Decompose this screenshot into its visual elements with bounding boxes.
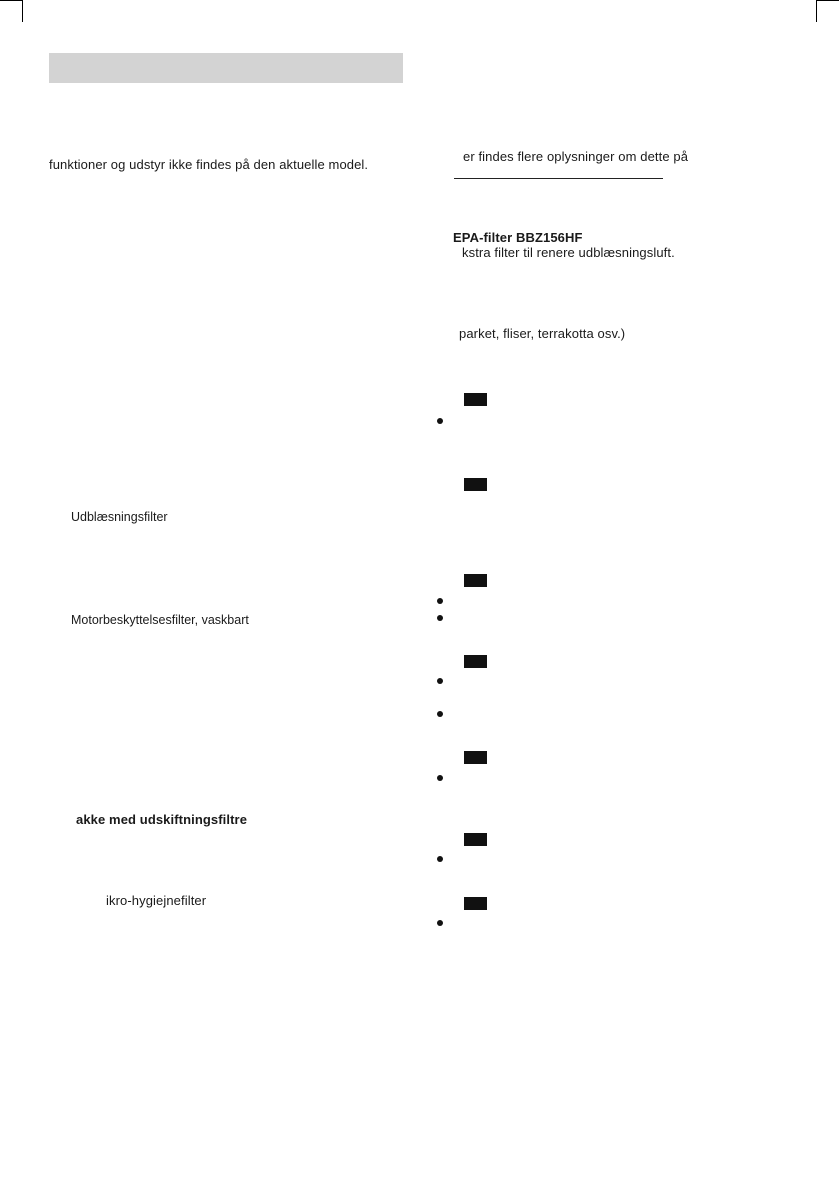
epa-filter-heading: EPA-filter BBZ156HF [453,230,583,245]
bullet-dot [437,598,443,604]
list-item-motor-filter: Motorbeskyttelsesfilter, vaskbart [71,613,249,627]
bullet-dot [437,856,443,862]
crop-mark-top-left [0,0,22,1]
marker-box [464,833,487,846]
section-header-bar [49,53,403,83]
list-item-exhaust-filter: Udblæsningsfilter [71,510,168,524]
crop-mark-top-left-vertical [22,0,23,22]
crop-mark-top-right [817,0,839,1]
marker-box [464,574,487,587]
marker-box [464,751,487,764]
bullet-dot [437,615,443,621]
bullet-dot [437,418,443,424]
crop-mark-top-right-vertical [816,0,817,22]
epa-filter-description: kstra filter til renere udblæsningsluft. [462,245,675,260]
bullet-dot [437,775,443,781]
bullet-dot [437,678,443,684]
bullet-dot [437,920,443,926]
intro-text: funktioner og udstyr ikke findes på den aktuelle model. [49,157,369,172]
pack-heading: akke med udskiftningsfiltre [76,812,248,827]
marker-box [464,897,487,910]
more-info-text: er findes flere oplysninger om dette på [463,149,689,164]
marker-box [464,655,487,668]
marker-box [464,478,487,491]
pack-item-micro-hygiene-filter: ikro-hygiejnefilter [106,893,207,908]
marker-box [464,393,487,406]
divider-line [454,178,663,179]
floor-types-text: parket, fliser, terrakotta osv.) [459,326,626,341]
bullet-dot [437,711,443,717]
